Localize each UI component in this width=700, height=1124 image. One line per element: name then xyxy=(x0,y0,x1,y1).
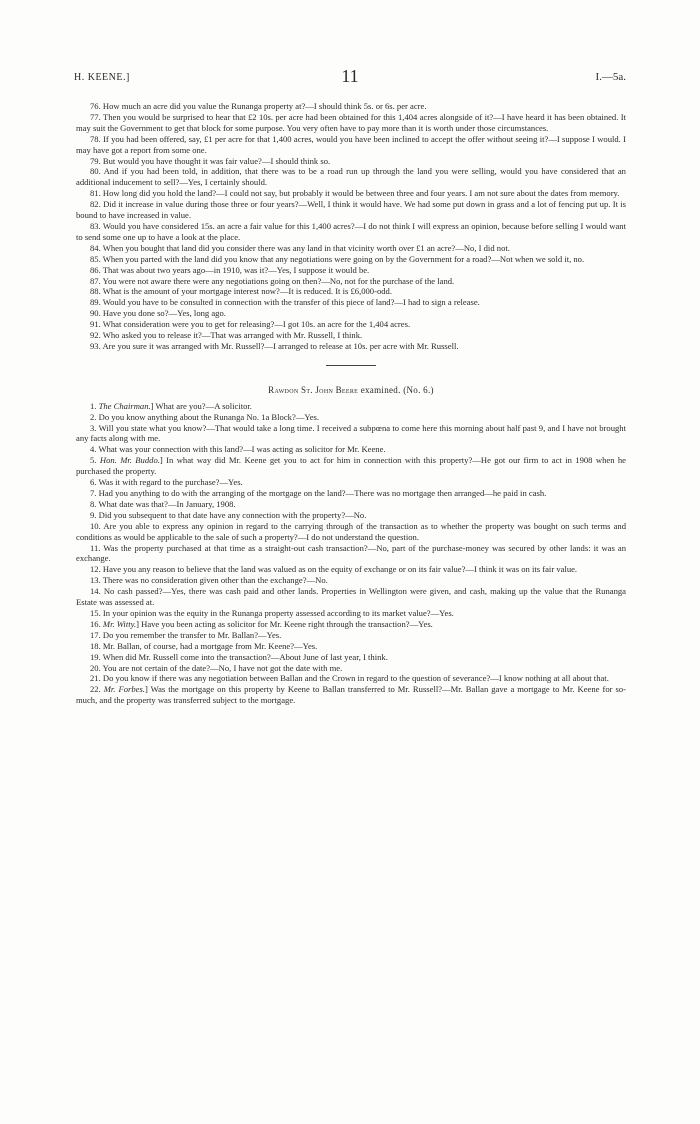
question-number: 3. xyxy=(90,422,97,433)
testimony-paragraph xyxy=(76,254,626,265)
question-number: 86. xyxy=(90,264,101,275)
witness-heading xyxy=(76,385,626,396)
testimony-paragraph xyxy=(76,221,626,243)
question-number: 87. xyxy=(90,275,101,286)
question-number: 8. xyxy=(90,498,97,509)
question-answer-text: You were not aware there were any negotiations going on then?—No, not for the purchase of the land. xyxy=(102,275,455,286)
testimony-paragraph xyxy=(76,166,626,188)
question-answer-text: And if you had been told, in addition, that there was to be a road run up through the land you were selling, would you have considered that an additional inducement to sell?—Yes, I certainly should. xyxy=(76,166,626,188)
question-number: 93. xyxy=(90,340,101,351)
question-number: 12. xyxy=(90,564,101,575)
question-number: 4. xyxy=(90,444,97,455)
question-answer-text: Have you done so?—Yes, long ago. xyxy=(102,308,226,319)
testimony-paragraph xyxy=(76,499,626,510)
question-answer-text: You are not certain of the date?—No, I have not got the date with me. xyxy=(102,662,343,673)
question-answer-text: No cash passed?—Yes, there was cash paid and other lands. Properties in Wellington were given, and cash, making up the value that the Runanga Estate was assessed at. xyxy=(76,586,626,608)
testimony-paragraph xyxy=(76,412,626,423)
question-number: 19. xyxy=(90,651,101,662)
question-answer-text: What date was that?—In January, 1908. xyxy=(98,498,236,509)
question-number: 18. xyxy=(90,640,101,651)
testimony-paragraph xyxy=(76,641,626,652)
testimony-paragraph xyxy=(76,630,626,641)
question-number: 2. xyxy=(90,411,97,422)
testimony-paragraph xyxy=(76,586,626,608)
question-number: 76. xyxy=(90,101,101,111)
page-body xyxy=(76,101,626,706)
question-number: 92. xyxy=(90,330,101,341)
testimony-paragraph xyxy=(76,564,626,575)
question-number: 84. xyxy=(90,242,101,253)
testimony-paragraph: 22. Mr. Forbes.] Was the mortgage on this property by Keene to Ballan transferred to Mr. Russell?—Mr. Ballan gave a mortgage to Mr. Keene for so-much, and the property was transferred subject to the mortgage. xyxy=(76,684,626,706)
question-answer-text: There was no consideration given other than the exchange?—No. xyxy=(102,575,328,586)
question-number: 80. xyxy=(90,166,101,177)
testimony-paragraph: 1. The Chairman.] What are you?—A solicitor. xyxy=(90,400,252,411)
testimony-paragraph xyxy=(76,265,626,276)
question-answer-text: Was the property purchased at that time as a straight-out cash transaction?—No, part of the purchase-money was secured by other lands: it was an exchange. xyxy=(76,542,626,564)
question-answer-text: In your opinion was the equity in the Runanga property assessed according to its market value?—Yes. xyxy=(102,607,454,618)
testimony-paragraph xyxy=(76,673,626,684)
question-answer-text: How long did you hold the land?—I could not say, but probably it would be between three and four years. I am not sure about the dates from memory. xyxy=(102,188,620,199)
question-number: 13. xyxy=(90,575,101,586)
question-number: 16. xyxy=(90,618,101,629)
witness-heading-name: Rawdon St. John Beere xyxy=(268,384,359,395)
question-number: 20. xyxy=(90,662,101,673)
question-answer-text: Do you know anything about the Runanga No. 1a Block?—Yes. xyxy=(98,411,319,422)
testimony-paragraph xyxy=(76,510,626,521)
question-number: 21. xyxy=(90,673,101,684)
question-number: 22. xyxy=(90,684,101,695)
testimony-paragraph: 5. Hon. Mr. Buddo.] In what way did Mr. Keene get you to act for him in connection with this property?—He got our firm to act in 1908 when he purchased the property. xyxy=(76,455,626,477)
witness-heading-rest: examined. (No. 6.) xyxy=(360,384,434,395)
testimony-paragraph xyxy=(76,276,626,287)
testimony-paragraph xyxy=(76,423,626,445)
question-number: 1. xyxy=(90,400,97,411)
question-answer-text: Do you remember the transfer to Mr. Ballan?—Yes. xyxy=(102,629,282,640)
question-answer-text: Do you know if there was any negotiation between Ballan and the Crown in regard to the question of severance?—I know nothing at all about that. xyxy=(102,673,609,684)
testimony-paragraph xyxy=(76,663,626,674)
question-answer-text: How much an acre did you value the Runanga property at?—I should think 5s. or 6s. per acre. xyxy=(102,101,427,111)
question-answer-text: Are you sure it was arranged with Mr. Russell?—I arranged to release at 10s. per acre with Mr. Russell. xyxy=(102,340,459,351)
question-number: 15. xyxy=(90,607,101,618)
page-number: 11 xyxy=(341,66,359,86)
testimony-keene xyxy=(76,101,626,352)
testimony-paragraph xyxy=(76,308,626,319)
question-number: 6. xyxy=(90,477,97,488)
testimony-paragraph xyxy=(76,101,626,112)
section-divider xyxy=(326,365,376,366)
question-answer-text: Have you any reason to believe that the land was valued as on the equity of exchange or on its fair value?—I think it was on its fair value. xyxy=(102,564,578,575)
question-answer-text: Then you would be surprised to hear that £2 10s. per acre had been obtained for this 1,404 acres alongside of it?—I have heard it has been obtained. It may suit the Government to get that block for some purpose. You very often have to pay more than it is worth under those circumstances. xyxy=(76,111,627,133)
question-answer-text: But would you have thought it was fair value?—I should think so. xyxy=(102,155,331,166)
question-answer-text: Did it increase in value during those three or four years?—Well, I think it would have. We had some put down in grass and a lot of fencing put up. It is bound to have increased in value. xyxy=(76,199,627,221)
question-answer-text: Was the mortgage on this property by Keene to Ballan transferred to Mr. Russell?—Mr. Ballan gave a mortgage to Mr. Keene for so-much, and the property was transferred subject to the mortgage. xyxy=(76,684,626,706)
question-answer-text: What is the amount of your mortgage interest now?—It is reduced. It is £6,000-odd. xyxy=(102,286,393,297)
question-answer-text: In what way did Mr. Keene get you to act for him in connection with this property?—He got our firm to act in 1908 when he purchased the property. xyxy=(76,455,626,477)
question-answer-text: Would you have considered 15s. an acre a fair value for this 1,400 acres?—I do not think I will express an opinion, because before selling I would want to send some one up to have a look at the place. xyxy=(76,220,626,242)
paper-reference: I.—5a. xyxy=(595,71,626,83)
question-answer-text: What are you?—A solicitor. xyxy=(155,400,252,411)
question-number: 89. xyxy=(90,297,101,308)
testimony-paragraph xyxy=(76,112,626,134)
testimony-paragraph xyxy=(76,134,626,156)
question-number: 10. xyxy=(90,520,101,531)
question-answer-text: Will you state what you know?—That would take a long time. I received a subpœna to come here this morning about half past 9, and I have not brought any facts along with me. xyxy=(76,422,626,444)
question-number: 11. xyxy=(90,542,101,553)
question-answer-text: Mr. Ballan, of course, had a mortgage from Mr. Keene?—Yes. xyxy=(102,640,318,651)
question-answer-text: Would you have to be consulted in connection with the transfer of this piece of land?—I had to sign a release. xyxy=(102,297,480,308)
question-answer-text: Did you subsequent to that date have any connection with the property?—No. xyxy=(98,509,367,520)
question-number: 85. xyxy=(90,253,101,264)
testimony-paragraph xyxy=(76,286,626,297)
testimony-paragraph xyxy=(76,543,626,565)
question-answer-text: When you bought that land did you consider there was any land in that vicinity worth over £1 an acre?—No, I did not. xyxy=(102,242,510,253)
speaker-name: Mr. Witty. xyxy=(102,618,137,629)
question-number: 82. xyxy=(90,199,101,210)
question-answer-text: What was your connection with this land?—I was acting as solicitor for Mr. Keene. xyxy=(98,444,386,455)
testimony-paragraph xyxy=(76,575,626,586)
question-number: 91. xyxy=(90,319,101,330)
testimony-paragraph xyxy=(76,330,626,341)
question-answer-text: What consideration were you to get for releasing?—I got 10s. an acre for the 1,404 acres. xyxy=(102,319,411,330)
question-answer-text: When did Mr. Russell come into the transaction?—About June of last year, I think. xyxy=(102,651,388,662)
question-number: 88. xyxy=(90,286,101,297)
testimony-paragraph xyxy=(76,199,626,221)
question-number: 5. xyxy=(90,455,97,466)
question-number: 77. xyxy=(90,111,101,122)
question-answer-text: That was about two years ago—in 1910, was it?—Yes, I suppose it would be. xyxy=(102,264,370,275)
question-number: 7. xyxy=(90,488,97,498)
testimony-paragraph xyxy=(76,488,626,499)
question-answer-text: Had you anything to do with the arranging of the mortgage on the land?—There was no mortgage then arranged—he paid in cash. xyxy=(98,488,547,498)
question-answer-text: Are you able to express any opinion in regard to the carrying through of the transaction as to whether the property was bought on such terms and conditions as would be applicable to the sale of such a property?—I do not understand the question. xyxy=(76,520,626,542)
question-answer-text: Who asked you to release it?—That was arranged with Mr. Russell, I think. xyxy=(102,330,363,341)
page-header xyxy=(74,66,626,90)
question-answer-text: Was it with regard to the purchase?—Yes. xyxy=(98,477,243,488)
testimony-paragraph xyxy=(76,444,626,455)
testimony-paragraph xyxy=(76,341,626,352)
speaker-name: The Chairman. xyxy=(98,400,151,411)
testimony-paragraph xyxy=(76,188,626,199)
testimony-paragraph: 16. Mr. Witty.] Have you been acting as solicitor for Mr. Keene right through the transaction?—Yes. xyxy=(90,618,433,629)
testimony-paragraph xyxy=(76,477,626,488)
speaker-name: Hon. Mr. Buddo. xyxy=(99,455,160,466)
question-number: 79. xyxy=(90,155,101,166)
question-number: 83. xyxy=(90,220,101,231)
testimony-beere xyxy=(76,401,626,706)
testimony-paragraph xyxy=(76,608,626,619)
header-witness-name: H. KEENE.] xyxy=(74,72,130,83)
testimony-paragraph xyxy=(76,521,626,543)
question-answer-text: If you had been offered, say, £1 per acre for that 1,400 acres, would you have been inclined to accept the offer without seeing it?—I suppose I would. I may have got a report from some one. xyxy=(76,133,626,155)
question-answer-text: When you parted with the land did you know that any negotiations were going on by the Government for a road?—Not when we sold it, no. xyxy=(102,253,585,264)
question-answer-text: Have you been acting as solicitor for Mr. Keene right through the transaction?—Yes. xyxy=(141,618,433,629)
testimony-paragraph xyxy=(76,243,626,254)
question-number: 9. xyxy=(90,509,97,520)
testimony-paragraph xyxy=(76,652,626,663)
question-number: 78. xyxy=(90,133,101,144)
speaker-name: Mr. Forbes. xyxy=(103,684,145,695)
question-number: 14. xyxy=(90,586,101,597)
testimony-paragraph xyxy=(76,319,626,330)
question-number: 81. xyxy=(90,188,101,199)
question-number: 17. xyxy=(90,629,101,640)
question-number: 90. xyxy=(90,308,101,319)
testimony-paragraph xyxy=(76,297,626,308)
testimony-paragraph xyxy=(76,156,626,167)
